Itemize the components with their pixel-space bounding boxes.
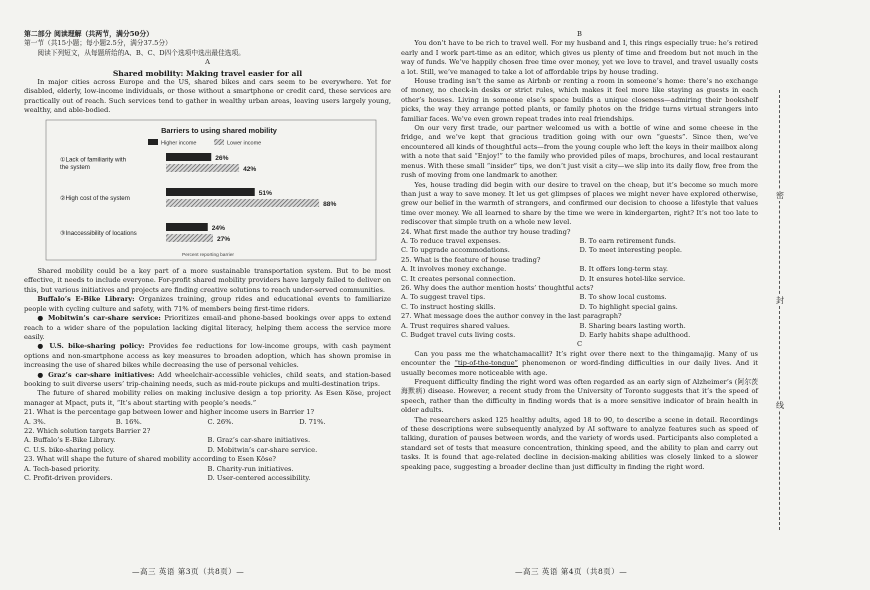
seal-char: 封 [772,295,788,306]
option: B. To earn retirement funds. [579,236,676,245]
bullet-text: Prioritizes email-and phone-based bookings over apps to extend reach to a wider share of the population lacking digital literacy, helping them access the service more easily. [24,314,391,341]
value-label-higher: 24% [211,224,225,232]
bullet-item: ● Graz’s car-share initiatives: Add wheelchair-accessible vehicles, child seats, and station-based booking to suit diverse users’ trip-chaining needs, such as mid-route pickups and multi-destination trips. [24,370,391,388]
option: D. It ensures hotel-like service. [579,274,686,283]
bar-higher-income [166,153,211,161]
category-label: the system [60,163,90,171]
bar-lower-income [166,234,213,242]
option: C. It creates personal connection. [401,274,516,283]
legend-label-higher: Higher income [161,140,197,147]
option: D. To highlight special gains. [579,302,678,311]
chart-title: Barriers to using shared mobility [161,125,277,135]
bullet-name: Graz’s car-share initiatives: [48,370,155,379]
paragraph: On our very first trade, our partner welcomed us with a bottle of wine and some cheese in the fridge, and we’ve kept that gracious tradition going with our own “guests”. Since then, we’ve encountered all kinds of thoughtful acts—from the young couple who left the keys in their mailbox along with a note that said “Enjoy!” to the family who provided piles of maps, brochures, and local restaurant menus. With these small “insider” tips, we don’t just visit a city—we slip into its daily flow, free from the rush of moving from one landmark to another. [401,124,758,180]
passage-letter-c: C [576,340,583,349]
option: C. To upgrade accommodations. [401,246,510,255]
value-label-lower: 88% [323,200,337,208]
option: D. 71%. [299,417,326,426]
option: D. To meet interesting people. [579,246,683,255]
paragraph: Yes, house trading did begin with our desire to travel on the cheap, but it’s become so much more than just a way to save money. It let us get glimpses of places we might never have explored otherwise, grew our belief in the warmth of strangers, and confirmed our decision to choose a lifestyle that values time over money. We all learned to share by the time we were in kindergarten, right? It’s not too late to rediscover that simple truth on a whole new level. [401,180,758,227]
option: A. To suggest travel tips. [401,293,486,302]
bullet-item [24,295,391,314]
option: C. Profit-driven providers. [24,474,113,482]
option: C. To instruct hosting skills. [401,302,496,311]
question-23: 23. What will shape the future of shared mobility according to Esen Köse? [24,455,276,464]
text-run: phenomenon or word-finding difficulties in our daily lives. And it usually becomes more noticeable with age. [401,359,758,377]
seal-char: 密 [772,190,788,201]
dashed-line [779,90,780,530]
underlined-phrase: “tip-of-the-tongue” [454,359,518,368]
options-23 [24,465,391,474]
paragraph: Shared mobility could be a key part of a more sustainable transportation system. But to be most effective, it needs to include everyone. For-profit shared mobility providers have largely failed to deliver on this, but various initiatives and projects are finding creative solutions to reach under-served communities. [24,267,391,294]
value-label-lower: 42% [243,165,257,173]
bar-higher-income [166,188,255,196]
bullet-item: ● Mobitwin’s car-share service: Prioritizes email-and phone-based bookings over apps to extend reach to a wider share of the population lacking digital literacy, helping them access the service more easily. [24,314,391,341]
option: B. 16%. [115,417,142,426]
option: D. Mobitwin’s car-share service. [207,445,318,454]
options-21 [24,418,391,427]
option: D. User-centered accessibility. [207,474,311,482]
option: A. To reduce travel expenses. [401,236,501,245]
options-27 [401,322,758,331]
paragraph: The future of shared mobility relies on making inclusive design a top priority. As Esen Köse, project manager at Mpact, puts it, “It’s about starting with people’s needs.” [24,389,391,407]
question-25: 25. What is the feature of house trading? [401,255,541,264]
category-label: ③Inaccessibility of locations [60,229,137,237]
option: B. Sharing bears lasting worth. [579,321,686,330]
legend-label-lower: Lower income [227,140,262,147]
paragraph: House trading isn’t the same as Airbnb or renting a room in someone’s home: there’s no exchange of money, no check-in desks or strict rules, which makes it feel more like staying as guests in each other’s houses. Living in someone else’s space builds a unique closeness—admiring their bookshelf picks, the way they arrange potted plants, or family photos on the fridge turns virtual strangers into familiar faces. We’ve even grown repeat trades into real friendships. [401,77,758,123]
question-27: 27. What message does the author convey in the last paragraph? [401,312,622,321]
option: A. Tech-based priority. [24,464,101,473]
footer-page-4: —高三 英语 第4页（共8页）— [515,567,628,576]
option: B. Charity-run initiatives. [207,464,294,473]
bar-higher-income [166,223,208,231]
value-label-higher: 26% [215,154,229,162]
options-25 [401,265,758,274]
paragraph: The researchers asked 125 healthy adults, aged 18 to 90, to describe a scene in detail. Recordings of these descriptions were subsequently analyzed by AI software to analyze features such as speed of talking, duration of pauses between words, and the variety of words used. Participants also completed a standard set of tests that measure concentration, thinking speed, and the ability to plan and carry out tasks. It is found that age-related decline in decision-making abilities was closely linked to a slower speaking pace, suggesting a broader decline than just difficulty in finding the right word. [401,415,758,471]
option: A. 3%. [24,417,46,426]
bullet-text: Provides fee reductions for low-income groups, with cash payment options and non-smartphone access as key measures to broaden adoption, which has shown promise in increasing the use of shared bikes while decreasing the use of personal vehicles. [24,342,391,370]
option: D. Early habits shape adulthood. [579,331,691,339]
options-24 [401,237,758,246]
bullet-text: Add wheelchair-accessible vehicles, child seats, and station-based booking to suit diverse users’ trip-chaining needs, such as mid-route pickups and multi-destination trips. [24,370,391,388]
option: C. 26%. [207,417,234,426]
passage-letter-b: B [577,30,582,38]
paragraph: You don’t have to be rich to travel well. For my husband and I, this rings especially true: he’s retired early and I work part-time as an editor, which gives us plenty of time and freedom but not much in the way of funds. We’ve happily chosen free time over money, yet we love to travel, and travel usually costs a lot. Still, we’ve managed to take a lot of affordable trips by house trading. [401,39,758,76]
options-27 [401,331,758,340]
option: A. Buffalo’s E-Bike Library. [24,436,116,445]
bullet-name: Mobitwin’s car-share service: [47,314,161,323]
text-run: Can you pass me the whatchamacallit? It’s right over there next to the thingamajig. Many of us encounter the [401,349,758,368]
left-column [24,30,391,483]
option: A. It involves money exchange. [401,265,507,274]
passage-title: Shared mobility: Making travel easier for all [112,68,303,78]
section-title: 第二部分 阅读理解（共两节，满分50分） [24,30,154,38]
bar-lower-income [166,199,319,207]
bullet-item: ● U.S. bike-sharing policy: Provides fee reductions for low-income groups, with cash payment options and non-smartphone access as key measures to broaden adoption, which has shown promise in increasing the use of shared bikes while decreasing the use of personal vehicles. [24,342,391,370]
options-24 [401,246,758,255]
option: A. Trust requires shared values. [401,321,510,330]
passage-letter-a: A [205,58,210,67]
paragraph: Frequent difficulty finding the right word was often regarded as an early sign of Alzheimer’s (阿尔茨海默病) disease. However, a recent study from the University of Toronto suggests that it’s the speed of speech, rather than the difficulty in finding words that is a more sensitive indicator of brain health in older adults. [401,378,758,415]
options-26 [401,293,758,302]
part-title: 第一节（共15小题；每小题2.5分，满分37.5分） [24,39,172,48]
paragraph [401,350,758,378]
question-22: 22. Which solution targets Barrier 2? [24,426,151,435]
question-26: 26. Why does the author mention hosts’ thoughtful acts? [401,283,594,292]
category-label: ①Lack of familiarity with [60,156,127,164]
option: B. Graz’s car-share initiatives. [207,436,311,445]
option: C. Budget travel cuts living costs. [401,331,516,339]
barrier-chart [24,119,391,261]
bar-lower-income [166,164,239,172]
right-column [401,30,758,472]
options-25 [401,275,758,284]
question-21: 21. What is the percentage gap between lower and higher income users in Barrier 1? [24,408,315,417]
value-label-higher: 51% [258,189,272,197]
bullet-name: U.S. bike-sharing policy: [49,342,145,351]
option: C. U.S. bike-sharing policy. [24,445,115,454]
paragraph: In major cities across Europe and the US, shared bikes and cars seem to be everywhere. Yet for disabled, elderly, low-income individuals, or those without a smartphone or credit card, these services are practically out of reach. Such services tend to gather in wealthy urban areas, leaving users largely young, wealthy, and able-bodied. [24,78,391,115]
value-label-lower: 27% [216,235,231,243]
seal-line [770,90,790,530]
seal-char: 线 [772,400,788,411]
legend-swatch-lower [214,139,224,145]
category-label: ②High cost of the system [60,194,130,202]
option: B. It offers long-term stay. [579,265,669,274]
x-axis-label: Percent reporting barrier [182,252,234,258]
question-24: 24. What first made the author try house trading? [401,227,571,236]
bullet-text: Organizes training, group rides and educational events to familiarize people with cycling culture and safety, with 71% of members being first-time riders. [24,295,391,313]
footer-page-3: —高三 英语 第3页（共8页）— [132,567,245,576]
options-23 [24,474,391,483]
options-26 [401,303,758,312]
options-22 [24,436,391,445]
bullet-name: Buffalo’s E-Bike Library: [37,295,135,304]
option: B. To show local customs. [579,293,667,302]
options-22 [24,446,391,455]
instruction: 阅读下列短文，从每题所给的A、B、C、D四个选项中选出最佳选项。 [37,48,245,57]
legend-swatch-higher [148,139,158,145]
